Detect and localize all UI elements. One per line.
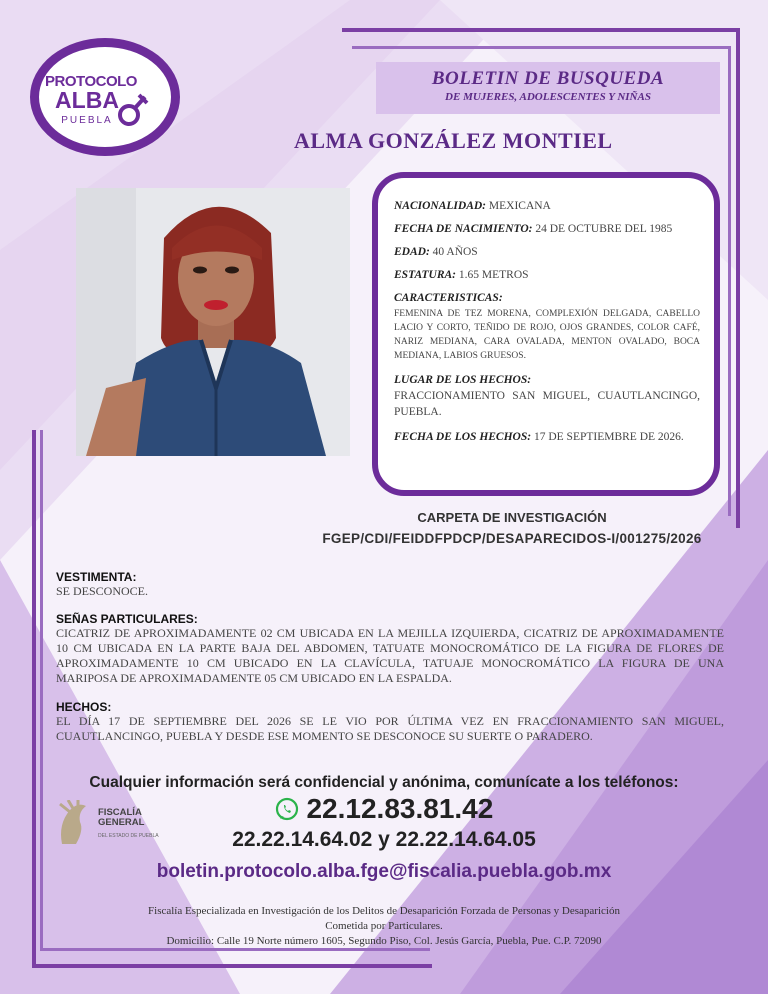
footer-line1: Fiscalía Especializada en Investigación de los Delitos de Desaparición Forzada de Personas y Desaparición — [148, 905, 620, 917]
fge-line1: FISCALÍA — [98, 807, 142, 818]
footer-line2: Cometida por Particulares. — [325, 920, 443, 932]
clothing-section — [56, 570, 724, 599]
whatsapp-icon — [275, 797, 299, 821]
facts-text: EL DÍA 17 DE SEPTIEMBRE DEL 2026 SE LE VIO POR ÚLTIMA VEZ EN FRACCIONAMIENTO SAN MIGUEL, CUAUTLANCINGO, PUEBLA Y DESDE ESE MOMENTO SE DESCONOCE SU SUERTE O PARADERO. — [56, 714, 724, 743]
female-symbol-icon — [115, 91, 149, 131]
event-date-value: 17 DE SEPTIEMBRE DE 2026. — [533, 431, 684, 443]
nationality-label: NACIONALIDAD: — [394, 200, 487, 212]
fge-emblem-icon — [56, 800, 94, 848]
characteristics-label: CARACTERISTICAS: — [394, 292, 503, 304]
marks-text: CICATRIZ DE APROXIMADAMENTE 02 CM UBICADA EN LA MEJILLA IZQUIERDA, CICATRIZ DE APROXIMADAMENTE 10 CM UBICADA EN LA PARTE BAJA DEL ABDOMEN, TATUATE MONOCROMÁTICO DE LA FIGURA DE FLORES DE APROXIMADAMENTE 10 CM UBICADO EN LA CLAVÍCULA, TATUAJE MONOCROMÁTICO LA FIGURA DE UNA MARIPOSA DE APROXIMADAMENTE 05 CM UBICADO EN LA ESPALDA. — [56, 626, 724, 685]
frame-line-right — [736, 28, 740, 528]
nationality-value: MEXICANA — [488, 200, 551, 212]
frame-line-top — [342, 28, 738, 32]
info-place — [394, 374, 700, 420]
person-photo — [76, 188, 350, 456]
bulletin-title: BOLETIN DE BUSQUEDA — [431, 68, 665, 89]
info-event-date — [394, 431, 700, 443]
birthdate-value: 24 DE OCTUBRE DEL 1985 — [535, 223, 673, 235]
case-file-number: FGEP/CDI/FEIDDFPDCP/DESAPARECIDOS-I/001275/2026 — [322, 531, 702, 546]
place-label: LUGAR DE LOS HECHOS: — [394, 374, 532, 386]
logo-line1: PROTOCOLO — [45, 73, 137, 90]
age-label: EDAD: — [394, 246, 430, 258]
footer — [60, 904, 708, 949]
contact-intro: Cualquier información será confidencial y anónima, comunícate a los teléfonos: — [89, 774, 679, 791]
contact-email[interactable]: boletin.protocolo.alba.fge@fiscalia.puebla.gob.mx — [156, 861, 612, 882]
info-nationality — [394, 200, 700, 212]
frame-line-top-2 — [352, 46, 730, 49]
age-value: 40 AÑOS — [432, 246, 478, 258]
characteristics-value: FEMENINA DE TEZ MORENA, COMPLEXIÓN DELGADA, CABELLO LACIO Y CORTO, TEÑIDO DE ROJO, OJOS GRANDES, COLOR CAFÉ, NARIZ MEDIANA, CARA OVALADA, MENTON OVALADO, BOCA MEDIANA, LABIOS GRUESOS. — [394, 309, 700, 361]
person-photo-illustration — [76, 188, 350, 456]
fge-line2: GENERAL — [98, 817, 145, 828]
bulletin-header — [376, 62, 720, 114]
person-name: ALMA GONZÁLEZ MONTIEL — [294, 128, 613, 153]
height-label: ESTATURA: — [394, 269, 456, 281]
phone-numbers[interactable]: 22.22.14.64.02 y 22.22.14.64.05 — [232, 828, 536, 851]
info-birthdate — [394, 223, 700, 235]
protocolo-alba-logo — [30, 38, 180, 156]
fiscalia-logo — [56, 800, 180, 850]
frame-line-left — [32, 430, 36, 968]
footer-line3: Domicilio: Calle 19 Norte número 1605, Segundo Piso, Col. Jesús García, Puebla, Pue. C.P. 72090 — [166, 935, 602, 947]
logo-line3: PUEBLA — [61, 115, 113, 126]
case-file — [300, 510, 724, 546]
birthdate-label: FECHA DE NACIMIENTO: — [394, 223, 533, 235]
clothing-text: SE DESCONOCE. — [56, 584, 149, 598]
frame-line-bottom — [32, 964, 432, 968]
clothing-label: VESTIMENTA: — [56, 570, 137, 584]
marks-label: SEÑAS PARTICULARES: — [56, 612, 198, 626]
marks-section — [56, 612, 724, 686]
frame-line-right-2 — [728, 46, 731, 516]
fge-line3: DEL ESTADO DE PUEBLA — [98, 833, 159, 839]
facts-label: HECHOS: — [56, 700, 112, 714]
place-value: FRACCIONAMIENTO SAN MIGUEL, CUAUTLANCINGO, PUEBLA. — [394, 390, 700, 418]
info-characteristics — [394, 292, 700, 363]
whatsapp-number[interactable]: 22.12.83.81.42 — [306, 793, 494, 824]
case-file-label: CARPETA DE INVESTIGACIÓN — [417, 510, 607, 525]
info-age — [394, 246, 700, 258]
height-value: 1.65 METROS — [458, 269, 529, 281]
event-date-label: FECHA DE LOS HECHOS: — [394, 431, 532, 443]
bulletin-subtitle: DE MUJERES, ADOLESCENTES Y NIÑAS — [445, 91, 651, 103]
logo-line2: ALBA — [55, 87, 119, 113]
info-height — [394, 269, 700, 281]
facts-section — [56, 700, 724, 744]
person-info-card — [372, 172, 720, 496]
